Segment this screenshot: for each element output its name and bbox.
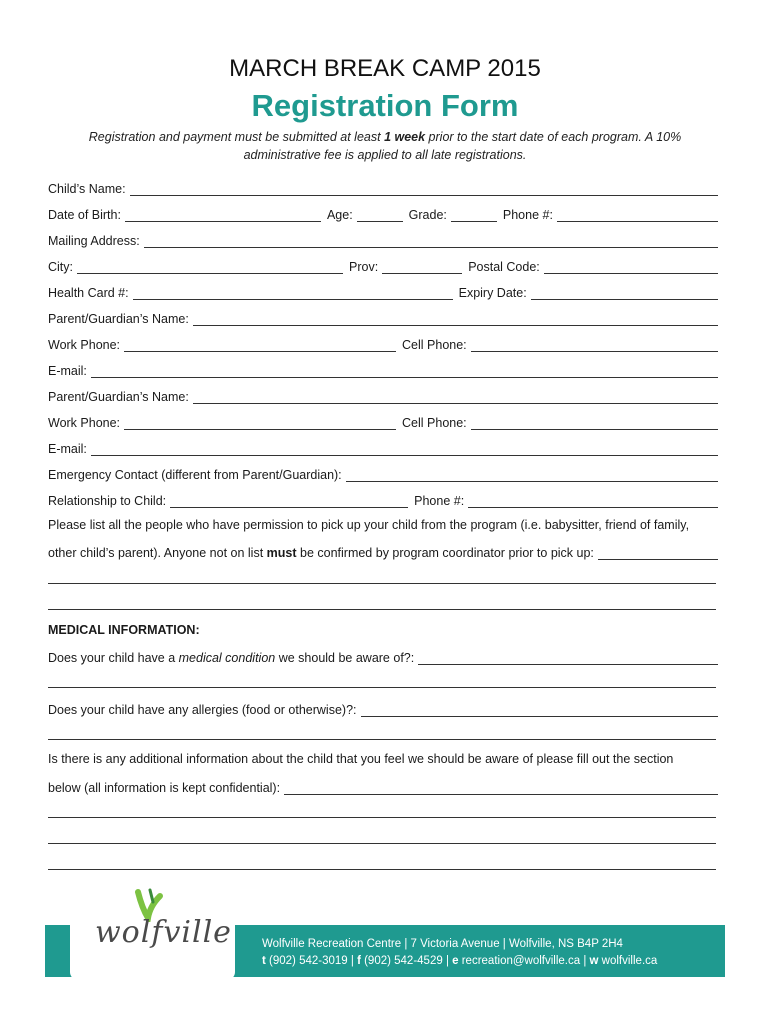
intro-emphasis: 1 week	[384, 130, 426, 144]
work1-field[interactable]	[124, 338, 396, 352]
email2-label: E-mail:	[48, 442, 87, 456]
work2-field[interactable]	[124, 416, 396, 430]
cell2-field[interactable]	[471, 416, 718, 430]
email2-row	[48, 438, 718, 456]
city-label: City:	[48, 260, 73, 274]
mailing-label: Mailing Address:	[48, 234, 140, 248]
relationship-row	[48, 490, 718, 508]
condition-text-1: Does your child have a	[48, 651, 179, 665]
medical-heading: MEDICAL INFORMATION:	[48, 623, 200, 637]
phone2-label: Phone #:	[414, 494, 465, 508]
parent2-label: Parent/Guardian’s Name:	[48, 390, 189, 404]
health-field[interactable]	[133, 286, 453, 300]
prov-label: Prov:	[349, 260, 379, 274]
additional-field[interactable]	[284, 781, 718, 795]
work1-row	[48, 334, 718, 352]
intro-text	[70, 128, 700, 164]
additional-info-text: Is there is any additional information about the child that you feel we should be aware of please fill out the section	[48, 752, 674, 766]
phone-label: Phone #:	[502, 208, 553, 222]
parent2-field[interactable]	[193, 390, 718, 404]
work1-label: Work Phone:	[48, 338, 121, 352]
allergies-field[interactable]	[361, 703, 719, 717]
mailing-row	[48, 230, 718, 248]
email-letter: e	[452, 955, 459, 967]
additional-line-3[interactable]	[48, 843, 716, 844]
footer-website[interactable]: wolfville.ca	[598, 955, 658, 967]
allergies-row	[48, 699, 718, 717]
condition-line-2[interactable]	[48, 687, 716, 688]
age-field[interactable]	[357, 208, 403, 222]
pickup-line-2[interactable]	[48, 609, 716, 610]
emergency-row	[48, 464, 718, 482]
footer-contact-line	[262, 953, 657, 970]
pickup-label	[48, 546, 598, 560]
parent1-row	[48, 308, 718, 326]
email1-field[interactable]	[91, 364, 718, 378]
email2-field[interactable]	[91, 442, 718, 456]
additional-label: below (all information is kept confidential):	[48, 781, 281, 795]
email1-row	[48, 360, 718, 378]
pickup-line-1[interactable]	[48, 583, 716, 584]
city-row	[48, 256, 718, 274]
postal-label: Postal Code:	[468, 260, 540, 274]
cell2-label: Cell Phone:	[402, 416, 467, 430]
postal-field[interactable]	[544, 260, 718, 274]
pickup-text-2: be confirmed by program coordinator prior to pick up:	[296, 546, 594, 560]
health-row	[48, 282, 718, 300]
allergies-line-2[interactable]	[48, 739, 716, 740]
expiry-label: Expiry Date:	[458, 286, 527, 300]
wolfville-logo: wolfville	[95, 915, 232, 950]
condition-emphasis: medical condition	[178, 651, 276, 665]
page-title: MARCH BREAK CAMP 2015	[229, 55, 541, 82]
footer-phone: (902) 542-3019 |	[265, 955, 358, 967]
dob-field[interactable]	[125, 208, 321, 222]
phone2-field[interactable]	[468, 494, 718, 508]
pickup-field[interactable]	[598, 546, 718, 560]
grade-label: Grade:	[408, 208, 447, 222]
prov-field[interactable]	[382, 260, 462, 274]
fax-letter: f	[357, 955, 361, 967]
intro-part-2: prior to the start date of each program. A 10% administrative fee is applied to all late registrations.	[243, 130, 682, 162]
additional-row	[48, 777, 718, 795]
health-label: Health Card #:	[48, 286, 129, 300]
intro-part-1: Registration and payment must be submitted at least	[88, 130, 385, 144]
condition-field[interactable]	[418, 651, 718, 665]
mailing-field[interactable]	[144, 234, 718, 248]
work2-row	[48, 412, 718, 430]
work2-label: Work Phone:	[48, 416, 121, 430]
cell1-label: Cell Phone:	[402, 338, 467, 352]
web-letter: w	[589, 955, 599, 967]
relationship-label: Relationship to Child:	[48, 494, 167, 508]
form-subtitle: Registration Form	[251, 88, 519, 123]
phone-letter: t	[262, 955, 266, 967]
allergies-label: Does your child have any allergies (food or otherwise)?:	[48, 703, 357, 717]
pickup-text-1: other child’s parent). Anyone not on list	[48, 546, 267, 560]
footer-email[interactable]: recreation@wolfville.ca |	[458, 955, 590, 967]
dob-row	[48, 204, 718, 222]
emergency-field[interactable]	[346, 468, 718, 482]
condition-label	[48, 651, 418, 665]
footer-address: Wolfville Recreation Centre | 7 Victoria Avenue | Wolfville, NS B4P 2H4	[262, 938, 623, 950]
condition-row	[48, 647, 718, 665]
child-name-row	[48, 178, 718, 196]
age-label: Age:	[326, 208, 353, 222]
relationship-field[interactable]	[170, 494, 408, 508]
email1-label: E-mail:	[48, 364, 87, 378]
phone-field[interactable]	[557, 208, 718, 222]
emergency-label: Emergency Contact (different from Parent/Guardian):	[48, 468, 342, 482]
parent2-row	[48, 386, 718, 404]
grade-field[interactable]	[451, 208, 497, 222]
condition-text-2: we should be aware of?:	[275, 651, 415, 665]
parent1-field[interactable]	[193, 312, 718, 326]
additional-line-2[interactable]	[48, 817, 716, 818]
parent1-label: Parent/Guardian’s Name:	[48, 312, 189, 326]
child-name-label: Child’s Name:	[48, 182, 126, 196]
child-name-field[interactable]	[130, 182, 718, 196]
footer-contact	[262, 936, 657, 970]
footer-fax: (902) 542-4529 |	[360, 955, 453, 967]
additional-line-4[interactable]	[48, 869, 716, 870]
expiry-field[interactable]	[531, 286, 718, 300]
pickup-row	[48, 542, 718, 560]
pickup-emphasis: must	[266, 546, 297, 560]
pickup-instructions: Please list all the people who have permission to pick up your child from the program (i.e. babysitter, friend of family,	[48, 518, 690, 532]
cell1-field[interactable]	[471, 338, 718, 352]
dob-label: Date of Birth:	[48, 208, 121, 222]
city-field[interactable]	[77, 260, 343, 274]
